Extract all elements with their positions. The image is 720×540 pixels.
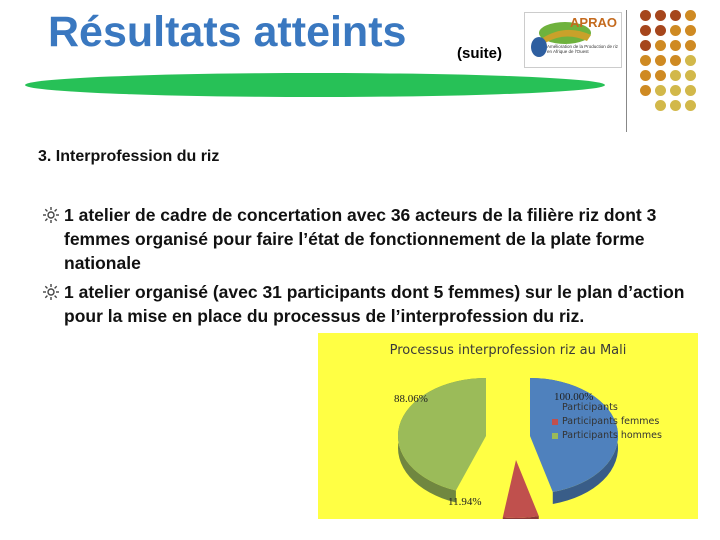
chart-legend (552, 401, 662, 443)
decor-dot (670, 70, 681, 81)
data-label-femmes: 11.94% (448, 496, 482, 508)
legend-label: Participants hommes (562, 430, 662, 441)
decor-dot (640, 85, 651, 96)
data-label-hommes: 88.06% (394, 393, 428, 405)
logo-name: APRAO (570, 15, 617, 30)
decor-dot (685, 10, 696, 21)
decor-dot (685, 55, 696, 66)
legend-item (552, 401, 662, 415)
decor-dot (685, 25, 696, 36)
legend-item (552, 415, 662, 429)
decor-dot (640, 40, 651, 51)
legend-label: Participants femmes (562, 416, 660, 427)
decor-dot (670, 85, 681, 96)
decor-dot (655, 55, 666, 66)
decor-dot (640, 25, 651, 36)
decor-dot (670, 25, 681, 36)
decor-dot (655, 40, 666, 51)
decor-dot (685, 70, 696, 81)
decor-dot (685, 40, 696, 51)
chart-title: Processus interprofession riz au Mali (389, 343, 627, 358)
decor-dot (685, 85, 696, 96)
decor-dot (670, 40, 681, 51)
pie-slice-femmes (503, 460, 539, 518)
legend-swatch (552, 433, 558, 439)
pie-chart (318, 333, 698, 519)
decor-dot (670, 10, 681, 21)
bullet-text: 1 atelier de cadre de concertation avec 36 acteurs de la filière riz dont 3 femmes organisé pour faire l’état de fonctionnement de la plate forme nationale (64, 205, 657, 273)
section-title: 3. Interprofession du riz (38, 148, 220, 165)
legend-swatch (552, 419, 558, 425)
legend-swatch (552, 405, 558, 411)
decor-dot (655, 100, 666, 111)
page-subtitle: (suite) (457, 45, 502, 62)
decor-dot (655, 10, 666, 21)
legend-item (552, 429, 662, 443)
data-label-participants: 100.00% (554, 391, 594, 403)
decor-dot (640, 70, 651, 81)
decor-dot (655, 85, 666, 96)
decor-dot (670, 100, 681, 111)
bullet-sun-icon (42, 206, 60, 224)
decor-dot (655, 25, 666, 36)
aprao-logo (524, 12, 622, 68)
decor-dot (640, 10, 651, 21)
legend-label: Participants (562, 402, 618, 413)
green-divider-bar (25, 73, 605, 97)
bullet-text: 1 atelier organisé (avec 31 participants dont 5 femmes) sur le plan d’action pour la mise en place du processus de l’interprofession du riz. (64, 282, 685, 326)
decor-dot (640, 55, 651, 66)
page-title: Résultats atteints (48, 8, 407, 56)
vertical-divider (626, 10, 627, 132)
decor-dot (685, 100, 696, 111)
logo-tagline: Amélioration de la Production de riz en Afrique de l'Ouest (547, 44, 619, 54)
bullet-sun-icon (42, 283, 60, 301)
decor-dot (655, 70, 666, 81)
decor-dot (670, 55, 681, 66)
